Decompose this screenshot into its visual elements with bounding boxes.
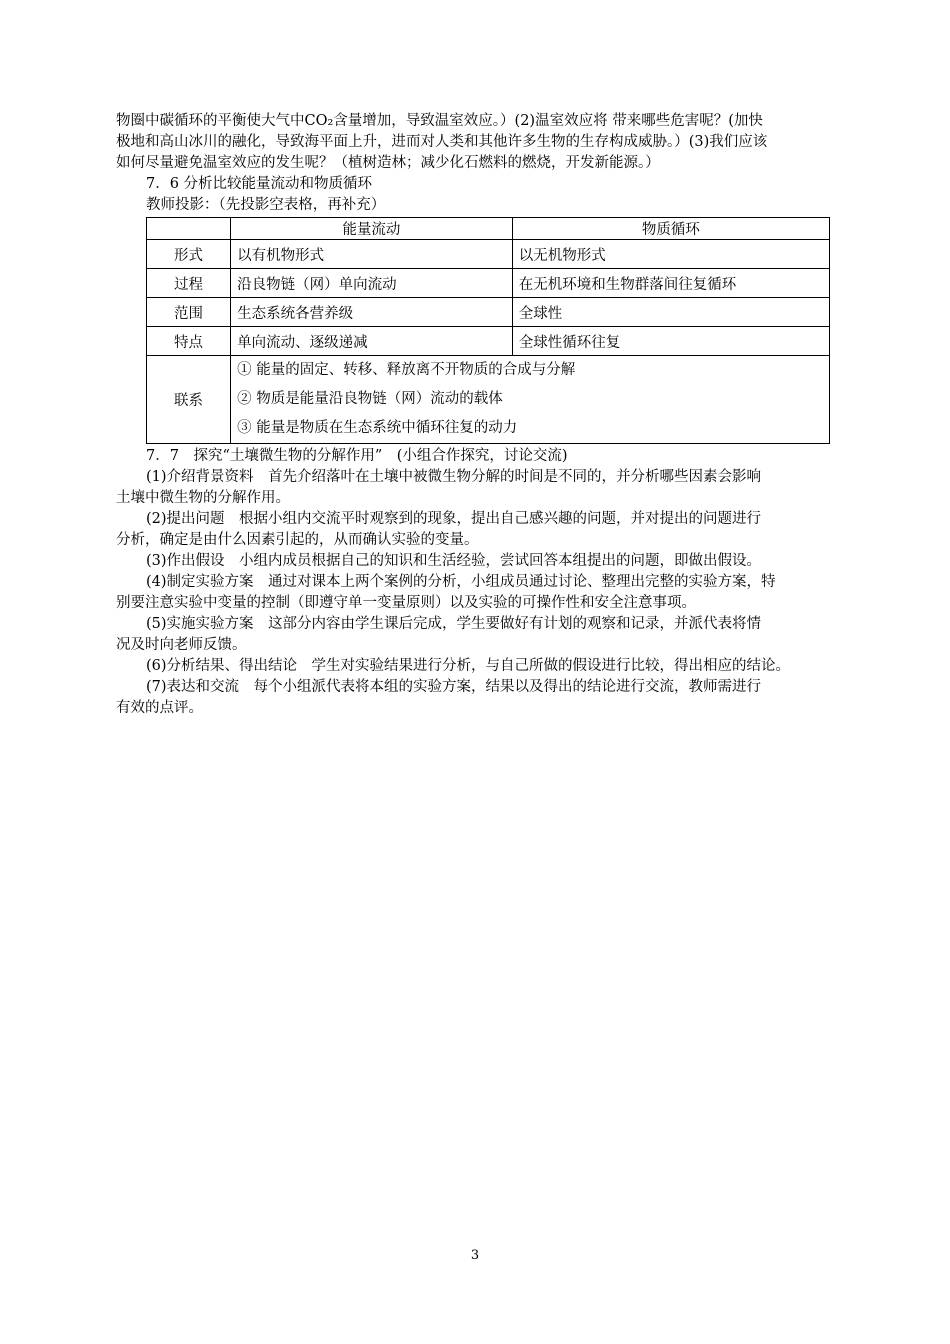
matter-cell: 以无机物形式: [512, 240, 829, 269]
energy-cell: 生态系统各营养级: [231, 298, 513, 327]
row-label: 范围: [147, 298, 231, 327]
section-7-6-heading: 7．6 分析比较能量流动和物质循环: [146, 176, 373, 192]
step-7-line-1: (7)表达和交流 每个小组派代表将本组的实验方案，结果以及得出的结论进行交流，教师需进行: [146, 679, 762, 695]
energy-cell: 沿良物链（网）单向流动: [231, 269, 513, 298]
step-6-line-1: (6)分析结果、得出结论 学生对实验结果进行分析，与自己所做的假设进行比较，得出相应的结论。: [146, 658, 791, 674]
teacher-note: 教师投影：（先投影空表格，再补充）: [146, 197, 386, 213]
step-5-line-2: 况及时向老师反馈。: [116, 637, 247, 653]
matter-cell: 在无机环境和生物群落间往复循环: [512, 269, 829, 298]
page-content: [116, 111, 866, 719]
row-label: 特点: [147, 327, 231, 356]
intro-line-1: 物圈中碳循环的平衡使大气中CO₂含量增加，导致温室效应。）(2)温室效应将 带来哪些危害呢？(加快: [116, 113, 763, 129]
link-item: ③ 能量是物质在生态系统中循环往复的动力: [237, 420, 518, 436]
table-row: [147, 269, 830, 298]
link-item: ① 能量的固定、转移、释放离不开物质的合成与分解: [237, 362, 576, 378]
matter-cell: 全球性循环往复: [512, 327, 829, 356]
header-cell-empty: [147, 218, 231, 240]
step-4-line-1: (4)制定实验方案 通过对课本上两个案例的分析，小组成员通过讨论、整理出完整的实验方案，特: [146, 574, 776, 590]
link-items-cell: [231, 356, 830, 444]
page-number: 3: [470, 1248, 480, 1263]
step-1-line-2: 土壤中微生物的分解作用。: [116, 490, 290, 506]
step-5-line-1: (5)实施实验方案 这部分内容由学生课后完成，学生要做好有计划的观察和记录，并派代表将情: [146, 616, 762, 632]
step-2-line-2: 分析，确定是由什么因素引起的，从而确认实验的变量。: [116, 532, 479, 548]
energy-cell: 单向流动、逐级递减: [231, 327, 513, 356]
step-3-line-1: (3)作出假设 小组内成员根据自己的知识和生活经验，尝试回答本组提出的问题，即做出假设。: [146, 553, 762, 569]
row-label: 形式: [147, 240, 231, 269]
intro-line-3: 如何尽量避免温室效应的发生呢？（植树造林；减少化石燃料的燃烧，开发新能源。）: [116, 155, 660, 171]
step-2-line-1: (2)提出问题 根据小组内交流平时观察到的现象，提出自己感兴趣的问题，并对提出的问题进行: [146, 511, 762, 527]
table-row: [147, 298, 830, 327]
intro-line-2: 极地和高山冰川的融化，导致海平面上升，进而对人类和其他许多生物的生存构成威胁。）(3)我们应该: [116, 134, 768, 150]
step-1-line-1: (1)介绍背景资料 首先介绍落叶在土壤中被微生物分解的时间是不同的，并分析哪些因素会影响: [146, 469, 762, 485]
table-row: [147, 240, 830, 269]
link-label: 联系: [147, 356, 231, 444]
step-7-line-2: 有效的点评。: [116, 700, 203, 716]
header-cell-energy: 能量流动: [231, 218, 513, 240]
energy-cell: 以有机物形式: [231, 240, 513, 269]
row-label: 过程: [147, 269, 231, 298]
step-4-line-2: 别要注意实验中变量的控制（即遵守单一变量原则）以及实验的可操作性和安全注意事项。: [116, 595, 696, 611]
header-cell-matter: 物质循环: [512, 218, 829, 240]
comparison-table: [146, 217, 830, 444]
link-item: ② 物质是能量沿良物链（网）流动的载体: [237, 391, 503, 407]
table-header-row: [147, 218, 830, 240]
table-row: [147, 327, 830, 356]
link-row: [147, 356, 830, 444]
matter-cell: 全球性: [512, 298, 829, 327]
section-7-7-heading: 7．7 探究“土壤微生物的分解作用” (小组合作探究，讨论交流): [146, 448, 568, 464]
